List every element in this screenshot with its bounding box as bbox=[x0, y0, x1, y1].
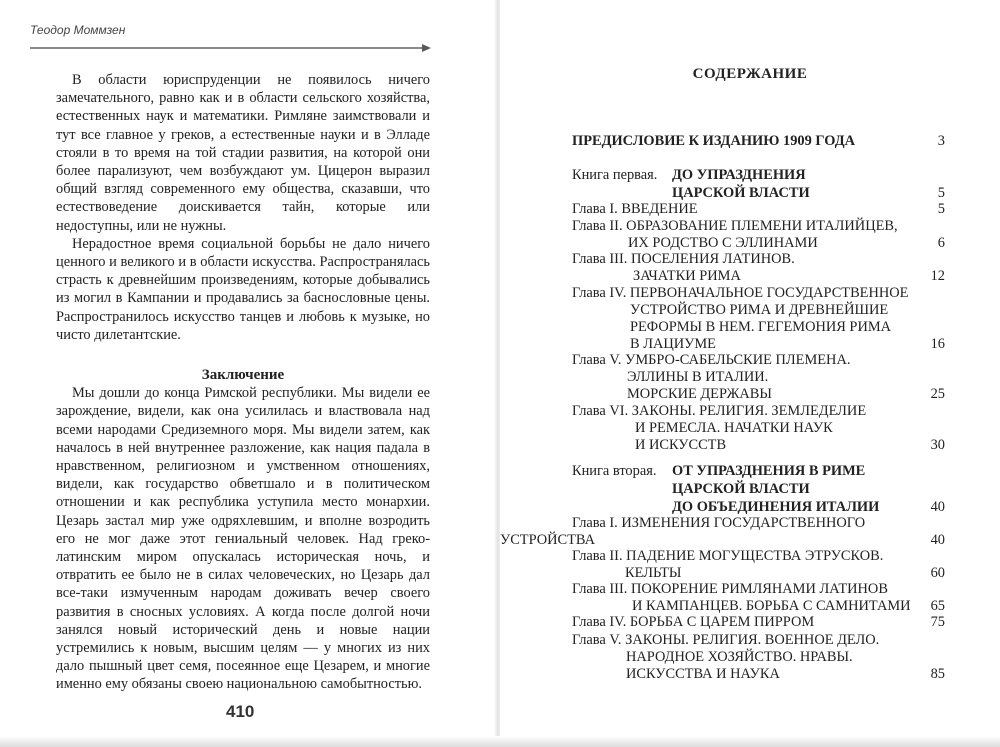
page-bottom-shade bbox=[0, 736, 1000, 747]
toc-chapter-title: Глава III. ПОСЕЛЕНИЯ ЛАТИНОВ. bbox=[572, 251, 795, 267]
paragraph: Нерадостное время социальной борьбы не дало ничего ценного и великого и в области искусства. Распространялась страсть к древнейшим произведениям, которые добывались из могил в Кампании и продавались за баснословные цены. Распространилось искусство танцев и любовь к музыке, но чисто дилетантские. bbox=[56, 235, 430, 343]
toc-line bbox=[500, 368, 1000, 386]
toc-page-number: 65 bbox=[930, 598, 945, 614]
toc-page-number: 30 bbox=[930, 437, 945, 453]
toc-page-number: 75 bbox=[930, 614, 945, 630]
toc-line bbox=[500, 436, 1000, 454]
toc-book-title: ЦАРСКОЙ ВЛАСТИ bbox=[672, 481, 810, 497]
toc-line bbox=[500, 217, 1000, 235]
toc-line bbox=[500, 580, 1000, 598]
toc-book-title: ЦАРСКОЙ ВЛАСТИ bbox=[672, 185, 810, 201]
toc-line bbox=[500, 631, 1000, 649]
section-heading: Заключение bbox=[201, 367, 285, 383]
left-page bbox=[0, 0, 496, 747]
toc-page-number: 5 bbox=[937, 185, 945, 201]
toc-page-number: 85 bbox=[930, 666, 945, 682]
toc-chapter-title: МОРСКИЕ ДЕРЖАВЫ bbox=[627, 386, 772, 402]
toc-line bbox=[500, 514, 1000, 532]
toc-book-title: ДО УПРАЗДНЕНИЯ bbox=[672, 167, 806, 183]
toc-chapter-title: Глава I. ВВЕДЕНИЕ bbox=[572, 201, 698, 217]
toc-chapter-title: УСТРОЙСТВО РИМА И ДРЕВНЕЙШИЕ bbox=[630, 302, 889, 318]
toc-chapter-title: Глава V. ЗАКОНЫ. РЕЛИГИЯ. ВОЕННОЕ ДЕЛО. bbox=[572, 632, 880, 648]
toc-line bbox=[500, 547, 1000, 565]
toc-chapter-title: ЗАЧАТКИ РИМА bbox=[633, 268, 741, 284]
paragraph: Мы дошли до конца Римской республики. Мы видели ее зарождение, видели, как она усилилась и властвовала над всеми народами Средиземного моря. Мы видели затем, как началось в ней внутреннее разложение, как нация падала в нравственном, религиозном и умственном отношениях, видели, как государство обветшало и в политическом отношении и как республика уступила место монархии. Цезарь застал мир уже одряхлевшим, и вполне возродить его не мог даже этот гениальный человек. Над греко-латинским миром опускалась историческая ночь, и отвратить ее было не в силах человеческих, но Цезарь дал все-таки измученным народам доживать вечер своего развития в сносных условиях. А когда после долгой ночи занялся новый исторический день и новые нации устремились к новым, высшим целям — у многих из них дало пышный цвет семя, посеянное еще Цезарем, и многие именно ему обязаны своею национальною самобытностью. bbox=[56, 385, 430, 693]
toc-line bbox=[500, 462, 1000, 480]
toc-chapter-title: В ЛАЦИУМЕ bbox=[630, 336, 716, 352]
paragraph: В области юриспруденции не появилось ничего замечательного, равно как и в области сельского хозяйства, естественных наук и математики. Римляне заимствовали и тут все главное у греков, а естественные науки и в Элладе стояли в то время на той стадии развития, на которой они более парализуют, чем возбуждают ум. Цицерон выразил общий взгляд современного ему общества, сказавши, что естествоведение доискивается тайн, которые или недоступны, или не нужны. bbox=[56, 72, 430, 234]
toc-chapter-title: Глава IV. ПЕРВОНАЧАЛЬНОЕ ГОСУДАРСТВЕННОЕ bbox=[572, 285, 909, 301]
toc-chapter-title: Глава II. ПАДЕНИЕ МОГУЩЕСТВА ЭТРУСКОВ. bbox=[572, 548, 884, 564]
right-page bbox=[500, 0, 1000, 747]
toc-line bbox=[500, 267, 1000, 285]
toc-page-number: 3 bbox=[937, 133, 945, 149]
toc-line bbox=[500, 613, 1000, 631]
toc-chapter-title: ИХ РОДСТВО С ЭЛЛИНАМИ bbox=[628, 235, 818, 251]
toc-chapter-title: И РЕМЕСЛА. НАЧАТКИ НАУК bbox=[635, 420, 833, 436]
toc-chapter-title: И КАМПАНЦЕВ. БОРЬБА С САМНИТАМИ bbox=[632, 598, 911, 614]
toc-page-number: 5 bbox=[937, 201, 945, 217]
toc-chapter-title: Глава III. ПОКОРЕНИЕ РИМЛЯНАМИ ЛАТИНОВ bbox=[572, 581, 888, 597]
toc-chapter-title: Глава I. ИЗМЕНЕНИЯ ГОСУДАРСТВЕННОГО bbox=[572, 515, 866, 531]
toc-chapter-title: И ИСКУССТВ bbox=[635, 437, 727, 453]
toc-chapter-title: УСТРОЙСТВА bbox=[500, 532, 596, 548]
toc-line bbox=[500, 200, 1000, 218]
toc-page-number: 40 bbox=[930, 499, 945, 515]
toc-chapter-title: Глава II. ОБРАЗОВАНИЕ ПЛЕМЕНИ ИТАЛИЙЦЕВ, bbox=[572, 218, 898, 234]
page-number: 410 bbox=[226, 702, 255, 721]
header-rule bbox=[30, 47, 426, 49]
toc-line bbox=[500, 301, 1000, 319]
toc-line bbox=[500, 480, 1000, 498]
toc-page-number: 16 bbox=[930, 336, 945, 352]
toc-line bbox=[500, 132, 1000, 150]
toc-line bbox=[500, 351, 1000, 369]
toc-line bbox=[500, 166, 1000, 184]
toc-line bbox=[500, 648, 1000, 666]
toc-line bbox=[500, 419, 1000, 437]
toc-line bbox=[500, 250, 1000, 268]
toc-chapter-title: РЕФОРМЫ В НЕМ. ГЕГЕМОНИЯ РИМА bbox=[630, 319, 892, 335]
toc-line bbox=[500, 402, 1000, 420]
toc-chapter-title: КЕЛЬТЫ bbox=[625, 565, 682, 581]
toc-line bbox=[500, 665, 1000, 683]
toc-chapter-title: НАРОДНОЕ ХОЗЯЙСТВО. НРАВЫ. bbox=[626, 649, 853, 665]
toc-book-title: ОТ УПРАЗДНЕНИЯ В РИМЕ bbox=[672, 463, 866, 479]
toc-book-title: ДО ОБЪЕДИНЕНИЯ ИТАЛИИ bbox=[672, 499, 880, 515]
toc-page-number: 60 bbox=[930, 565, 945, 581]
toc-book-prefix: Книга первая. bbox=[572, 167, 658, 183]
toc-line bbox=[500, 284, 1000, 302]
running-head: Теодор Моммзен bbox=[30, 23, 126, 37]
toc-page-number: 40 bbox=[930, 532, 945, 548]
header-arrow-icon bbox=[422, 44, 431, 52]
body-text-block bbox=[56, 71, 430, 344]
toc-title: СОДЕРЖАНИЕ bbox=[692, 66, 808, 82]
conclusion-section bbox=[56, 366, 430, 694]
toc-chapter-title: Глава V. УМБРО-САБЕЛЬСКИЕ ПЛЕМЕНА. bbox=[572, 352, 851, 368]
toc-book-prefix: Книга вторая. bbox=[572, 463, 657, 479]
toc-line bbox=[500, 385, 1000, 403]
toc-chapter-title: ЭЛЛИНЫ В ИТАЛИИ. bbox=[627, 369, 769, 385]
toc-page-number: 12 bbox=[930, 268, 945, 284]
toc-page-number: 25 bbox=[930, 386, 945, 402]
toc-line bbox=[500, 318, 1000, 336]
toc-chapter-title: Глава VI. ЗАКОНЫ. РЕЛИГИЯ. ЗЕМЛЕДЕЛИЕ bbox=[572, 403, 867, 419]
toc-page-number: 6 bbox=[937, 235, 945, 251]
toc-chapter-title: Глава IV. БОРЬБА С ЦАРЕМ ПИРРОМ bbox=[572, 614, 815, 630]
toc-chapter-title: ИСКУССТВА И НАУКА bbox=[626, 666, 780, 682]
toc-preface: ПРЕДИСЛОВИЕ К ИЗДАНИЮ 1909 ГОДА bbox=[572, 133, 855, 149]
